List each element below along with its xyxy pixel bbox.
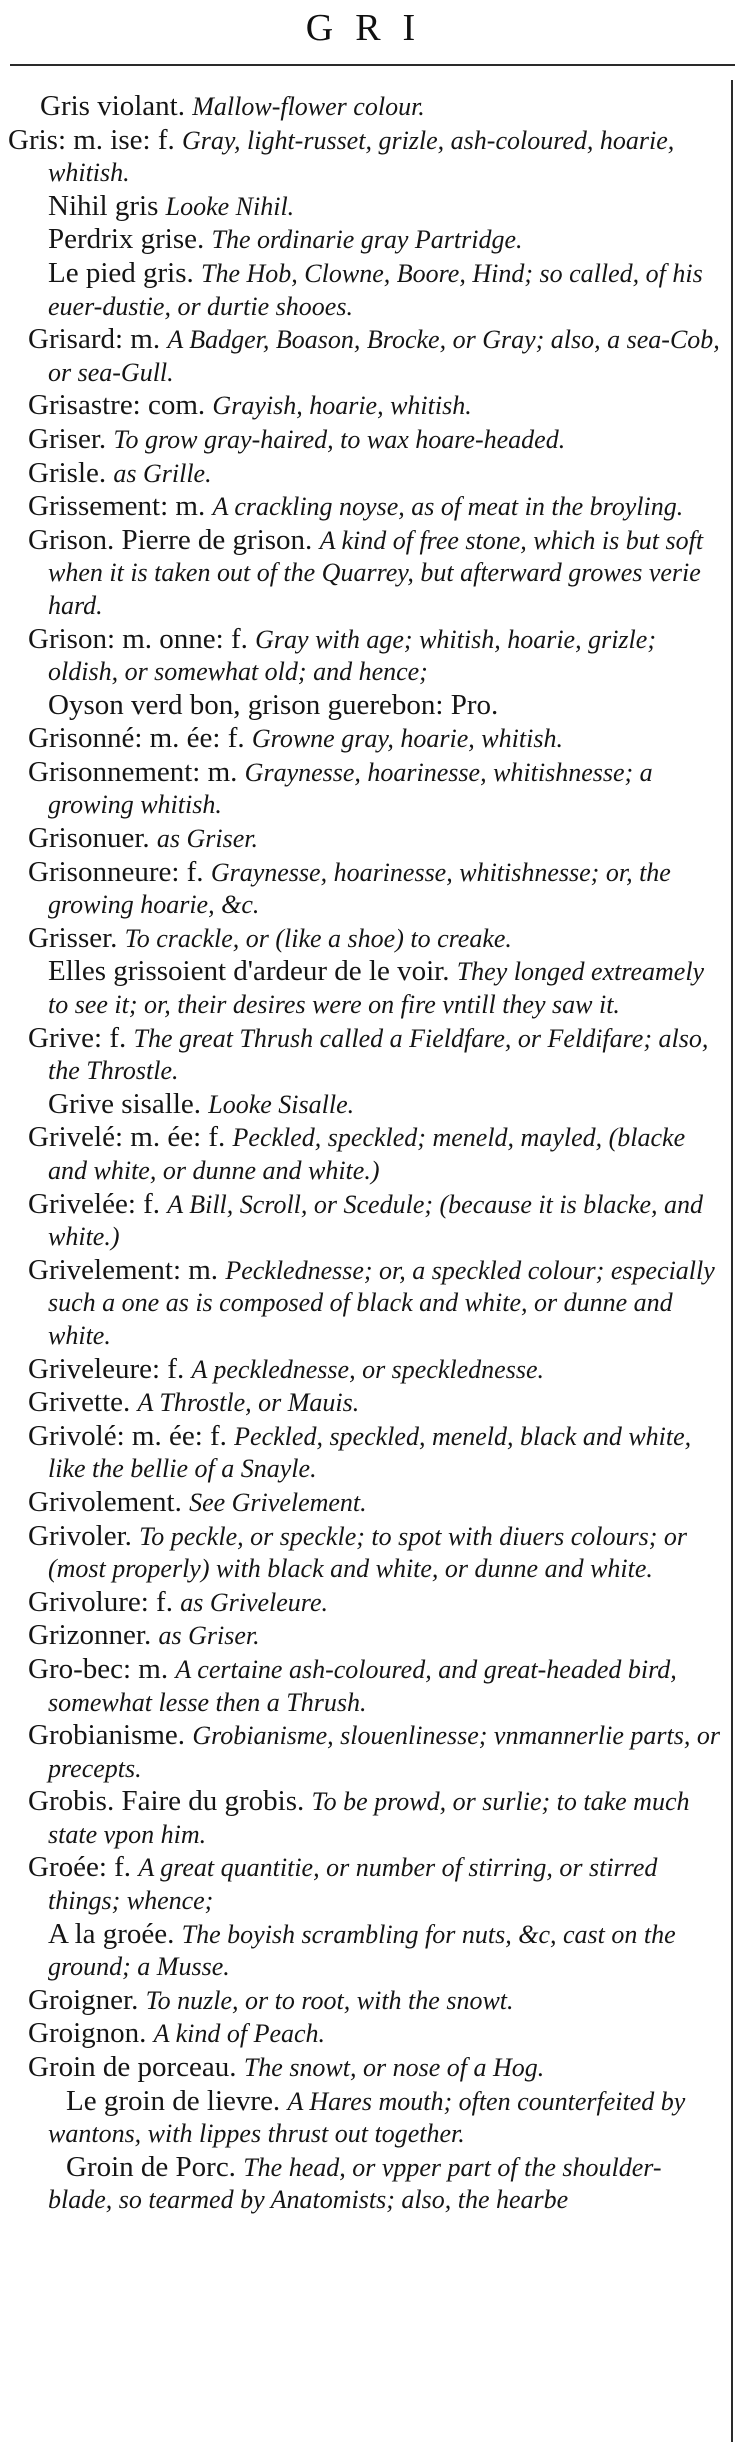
dictionary-entry: [0, 623, 722, 689]
entry-definition: They longed extreamely to see it; or, their desires were on fire vntill they saw it.: [48, 957, 705, 1020]
entry-headword: Groignon.: [28, 2017, 154, 2050]
entry-definition: Grayish, hoarie, whitish.: [212, 391, 472, 421]
entry-headword: Grisonnement: m.: [28, 755, 245, 788]
dictionary-entry: [0, 689, 722, 723]
entry-definition: Looke Nihil.: [165, 191, 295, 221]
dictionary-entry: [0, 1254, 722, 1353]
entry-headword: Perdrix grise.: [48, 223, 212, 256]
entry-headword: Le groin de lievre.: [66, 2084, 288, 2117]
dictionary-entry: [0, 1386, 722, 1420]
dictionary-entry: [0, 1586, 722, 1620]
dictionary-entry: [0, 257, 722, 323]
dictionary-entry: [0, 1918, 722, 1984]
entry-headword: Grivoler.: [28, 1519, 140, 1552]
entry-definition: A great quantitie, or number of stirring, or stirred things; whence;: [48, 1853, 658, 1916]
entry-headword: Grivelement: m.: [28, 1253, 226, 1286]
dictionary-entry: [0, 856, 722, 922]
dictionary-entry: [0, 1420, 722, 1486]
dictionary-entry: [0, 1653, 722, 1719]
entry-headword: Grisonné: m. ée: f.: [28, 722, 252, 755]
entry-headword: Le pied gris.: [48, 256, 202, 289]
entry-headword: Grisser.: [28, 921, 125, 954]
dictionary-entry: [0, 756, 722, 822]
entry-definition: The Hob, Clowne, Boore, Hind; so called, of his euer-dustie, or durtie shooes.: [48, 258, 703, 321]
entry-headword: Groin de porceau.: [28, 2051, 244, 2084]
entry-headword: Griveleure: f.: [28, 1352, 192, 1385]
dictionary-entry: [0, 922, 722, 956]
entry-definition: Pecklednesse; or, a speckled colour; especially such a one as is composed of black and white, or dunne and white.: [48, 1255, 715, 1350]
entry-definition: To grow gray-haired, to wax hoare-headed.: [113, 424, 566, 454]
header-rule: [10, 64, 735, 66]
entry-headword: Grizonner.: [28, 1619, 159, 1652]
entry-definition: The snowt, or nose of a Hog.: [243, 2053, 545, 2083]
entry-definition: Grobianisme, slouenlinesse; vnmannerlie parts, or precepts.: [48, 1721, 720, 1783]
entry-definition: Gray with age; whitish, hoarie, grizle; oldish, or somewhat old; and hence;: [48, 624, 656, 687]
dictionary-entry: [0, 955, 722, 1021]
dictionary-entry: [0, 2017, 722, 2051]
entry-definition: A kind of Peach.: [153, 2019, 326, 2049]
entry-headword: Griser.: [28, 422, 114, 455]
entry-headword: Grisonuer.: [28, 822, 157, 855]
entry-headword: Grivelée: f.: [28, 1187, 168, 1220]
entry-headword: Gris: m. ise: f.: [8, 123, 182, 156]
entry-headword: A la groée.: [48, 1917, 182, 1950]
entry-definition: A Throstle, or Mauis.: [137, 1388, 360, 1418]
entry-headword: Grisle.: [28, 456, 114, 489]
dictionary-entry: [0, 1486, 722, 1520]
entry-definition: The great Thrush called a Fieldfare, or Feldifare; also, the Throstle.: [48, 1023, 709, 1086]
dictionary-entry: [0, 1022, 722, 1088]
entry-headword: Grive: f.: [28, 1021, 134, 1054]
dictionary-column: [0, 90, 722, 2217]
dictionary-entry: [0, 490, 722, 524]
dictionary-entry: [0, 323, 722, 389]
entry-definition: A pecklednesse, or specklednesse.: [191, 1354, 545, 1384]
dictionary-entry: [0, 1188, 722, 1254]
entry-definition: Growne gray, hoarie, whitish.: [251, 724, 563, 754]
dictionary-entry: [0, 90, 722, 124]
entry-definition: To nuzle, or to root, with the snowt.: [145, 1985, 514, 2015]
entry-definition: Peckled, speckled, meneld, black and white, like the bellie of a Snayle.: [48, 1421, 692, 1484]
entry-headword: Grivelé: m. ée: f.: [28, 1121, 233, 1154]
entry-definition: Graynesse, hoarinesse, whitishnesse; a growing whitish.: [48, 757, 653, 820]
dictionary-entry: [0, 2085, 722, 2151]
entry-headword: Gro-bec: m.: [28, 1652, 176, 1685]
dictionary-entry: [0, 1984, 722, 2018]
entry-headword: Grissement: m.: [28, 490, 213, 523]
entry-headword: Grison: m. onne: f.: [28, 622, 256, 655]
dictionary-entry: [0, 1719, 722, 1785]
dictionary-entry: [0, 389, 722, 423]
entry-definition: A Bill, Scroll, or Scedule; (because it is blacke, and white.): [48, 1189, 704, 1252]
entry-definition: as Griveleure.: [180, 1587, 328, 1617]
entry-definition: Mallow-flower colour.: [192, 92, 425, 121]
entry-headword: Groin de Porc.: [66, 2150, 244, 2183]
entry-definition: as Griser.: [156, 824, 259, 854]
dictionary-entry: [0, 1851, 722, 1917]
entry-definition: To peckle, or speckle; to spot with diuers colours; or (most properly) with black and white, or dunne and white.: [48, 1521, 688, 1584]
entry-headword: Grison. Pierre de grison.: [28, 523, 320, 556]
entry-headword: Grobianisme.: [28, 1719, 193, 1752]
entry-definition: A crackling noyse, as of meat in the broyling.: [212, 492, 684, 522]
entry-definition: The head, or vpper part of the shoulder-blade, so tearmed by Anatomists; also, the hearbe: [48, 2152, 662, 2215]
entry-definition: See Grivelement.: [189, 1487, 367, 1517]
entry-definition: A certaine ash-coloured, and great-headed bird, somewhat lesse then a Thrush.: [48, 1654, 677, 1717]
entry-definition: as Griser.: [158, 1621, 260, 1651]
entry-definition: Gray, light-russet, grizle, ash-coloured, hoarie, whitish.: [48, 125, 675, 188]
dictionary-entry: [0, 190, 722, 224]
dictionary-entry: [0, 457, 722, 491]
entry-headword: Grisard: m.: [28, 323, 168, 356]
dictionary-entry: [0, 223, 722, 257]
dictionary-entry: [0, 1520, 722, 1586]
dictionary-entry: [0, 1619, 722, 1653]
entry-definition: To be prowd, or surlie; to take much state vpon him.: [48, 1787, 690, 1849]
entry-headword: Groigner.: [28, 1983, 146, 2016]
entry-definition: Looke Sisalle.: [208, 1089, 355, 1119]
dictionary-entry: [0, 2051, 722, 2085]
entry-headword: Grivette.: [28, 1386, 138, 1419]
dictionary-entry: [0, 124, 722, 190]
dictionary-entry: [0, 1353, 722, 1387]
entry-headword: Grobis. Faire du grobis.: [28, 1785, 312, 1818]
entry-headword: Grisastre: com.: [28, 389, 213, 422]
entry-headword: Grisonneure: f.: [28, 855, 211, 888]
dictionary-entry: [0, 822, 722, 856]
dictionary-entry: [0, 722, 722, 756]
entry-definition: To crackle, or (like a shoe) to creake.: [124, 923, 512, 953]
dictionary-entry: [0, 2151, 722, 2217]
dictionary-entry: [0, 423, 722, 457]
entry-definition: Graynesse, hoarinesse, whitishnesse; or, the growing hoarie, &c.: [48, 857, 671, 920]
entry-headword: Gris violant.: [40, 90, 193, 122]
dictionary-entry: [0, 1121, 722, 1187]
entry-headword: Nihil gris: [48, 189, 166, 222]
running-head: GRI: [305, 7, 438, 49]
column-rule: [731, 80, 733, 2442]
dictionary-entry: [0, 524, 722, 623]
entry-headword: Groée: f.: [28, 1851, 139, 1884]
entry-definition: A kind of free stone, which is but soft when it is taken out of the Quarrey, but afterward growes verie hard.: [48, 525, 704, 620]
entry-headword: Grive sisalle.: [48, 1087, 209, 1120]
dictionary-entry: [0, 1785, 722, 1851]
entry-definition: A Badger, Boason, Brocke, or Gray; also, a sea-Cob, or sea-Gull.: [48, 325, 720, 387]
entry-definition: A Hares mouth; often counterfeited by wantons, with lippes thrust out together.: [48, 2086, 686, 2149]
entry-definition: Peckled, speckled; meneld, mayled, (blacke and white, or dunne and white.): [48, 1123, 686, 1185]
entry-headword: Grivolé: m. ée: f.: [28, 1419, 235, 1452]
entry-headword: Oyson verd bon, grison guerebon: Pro.: [48, 688, 499, 721]
dictionary-entry: [0, 1088, 722, 1122]
entry-definition: as Grille.: [113, 458, 212, 488]
entry-headword: Elles grissoient d'ardeur de le voir.: [48, 955, 457, 988]
entry-definition: The boyish scrambling for nuts, &c, cast on the ground; a Musse.: [48, 1919, 676, 1982]
entry-headword: Grivolement.: [28, 1485, 190, 1518]
entry-definition: The ordinarie gray Partridge.: [211, 225, 523, 255]
entry-headword: Grivolure: f.: [28, 1585, 181, 1618]
